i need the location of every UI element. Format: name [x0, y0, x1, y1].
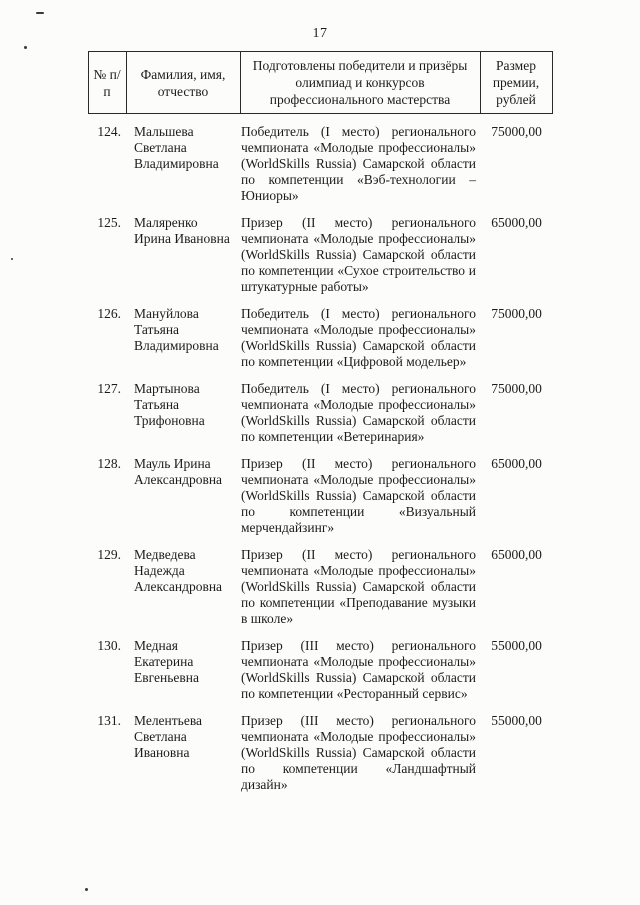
- table-row: [88, 628, 552, 703]
- row-description: Призер (II место) регионального чемпионата «Молодые профессионалы» (WorldSkills Russia) Самарской области по компетенции «Визуальный мерчендайзинг»: [241, 456, 476, 535]
- table-row: [88, 537, 552, 628]
- row-description: Победитель (I место) регионального чемпионата «Молодые профессионалы» (WorldSkills Russia) Самарской области по компетенции «Цифровой модельер»: [241, 306, 476, 369]
- row-name: Мартынова Татьяна Трифоновна: [134, 381, 205, 428]
- header-amount: Размер премии, рублей: [480, 52, 552, 114]
- row-number: 130.: [97, 638, 121, 653]
- row-number: 125.: [97, 215, 121, 230]
- row-amount: 55000,00: [491, 713, 542, 728]
- row-name: Мальшева Светлана Владимировна: [134, 124, 219, 171]
- row-number: 127.: [97, 381, 121, 396]
- row-description: Призер (II место) регионального чемпионата «Молодые профессионалы» (WorldSkills Russia) Самарской области по компетенции «Сухое строительство и штукатурные работы»: [241, 215, 476, 294]
- row-number: 124.: [97, 124, 121, 139]
- table-row: [88, 371, 552, 446]
- row-amount: 65000,00: [491, 456, 542, 471]
- scan-speck: [11, 258, 13, 260]
- row-amount: 65000,00: [491, 215, 542, 230]
- row-amount: 75000,00: [491, 306, 542, 321]
- table-row: [88, 296, 552, 371]
- row-description: Призер (II место) регионального чемпионата «Молодые профессионалы» (WorldSkills Russia) Самарской области по компетенции «Преподавание музыки в школе»: [241, 547, 476, 626]
- row-description: Победитель (I место) регионального чемпионата «Молодые профессионалы» (WorldSkills Russia) Самарской области по компетенции «Ветеринария»: [241, 381, 476, 444]
- scan-speck: [85, 888, 88, 891]
- row-number: 129.: [97, 547, 121, 562]
- awards-table: [88, 51, 553, 794]
- header-name: Фамилия, имя, отчество: [126, 52, 240, 114]
- table-header: [88, 52, 552, 114]
- row-amount: 55000,00: [491, 638, 542, 653]
- row-amount: 75000,00: [491, 381, 542, 396]
- row-number: 131.: [97, 713, 121, 728]
- row-amount: 75000,00: [491, 124, 542, 139]
- page-number: 17: [312, 26, 328, 41]
- table-row: [88, 205, 552, 296]
- row-name: Мелентьева Светлана Ивановна: [134, 713, 203, 760]
- row-number: 126.: [97, 306, 121, 321]
- scan-speck: [36, 12, 44, 14]
- row-name: Маляренко Ирина Ивановна: [134, 215, 230, 246]
- row-description: Призер (III место) регионального чемпионата «Молодые профессионалы» (WorldSkills Russia) Самарской области по компетенции «Ландшафтный дизайн»: [241, 713, 476, 792]
- header-num: № п/п: [88, 52, 126, 114]
- table-row: [88, 703, 552, 794]
- row-name: Медведева Надежда Александровна: [134, 547, 223, 594]
- row-amount: 65000,00: [491, 547, 542, 562]
- table-row: [88, 446, 552, 537]
- table-row: [88, 114, 552, 206]
- row-name: Мануйлова Татьяна Владимировна: [134, 306, 219, 353]
- row-name: Медная Екатерина Евгеньевна: [134, 638, 199, 685]
- row-description: Победитель (I место) регионального чемпионата «Молодые профессионалы» (WorldSkills Russia) Самарской области по компетенции «Вэб-технологии – Юниоры»: [241, 124, 476, 203]
- row-description: Призер (III место) регионального чемпионата «Молодые профессионалы» (WorldSkills Russia) Самарской области по компетенции «Ресторанный сервис»: [241, 638, 476, 701]
- row-name: Мауль Ирина Александровна: [134, 456, 223, 487]
- header-description: Подготовлены победители и призёры олимпиад и конкурсов профессионального мастерства: [240, 52, 480, 114]
- scan-speck: [24, 46, 27, 49]
- row-number: 128.: [97, 456, 121, 471]
